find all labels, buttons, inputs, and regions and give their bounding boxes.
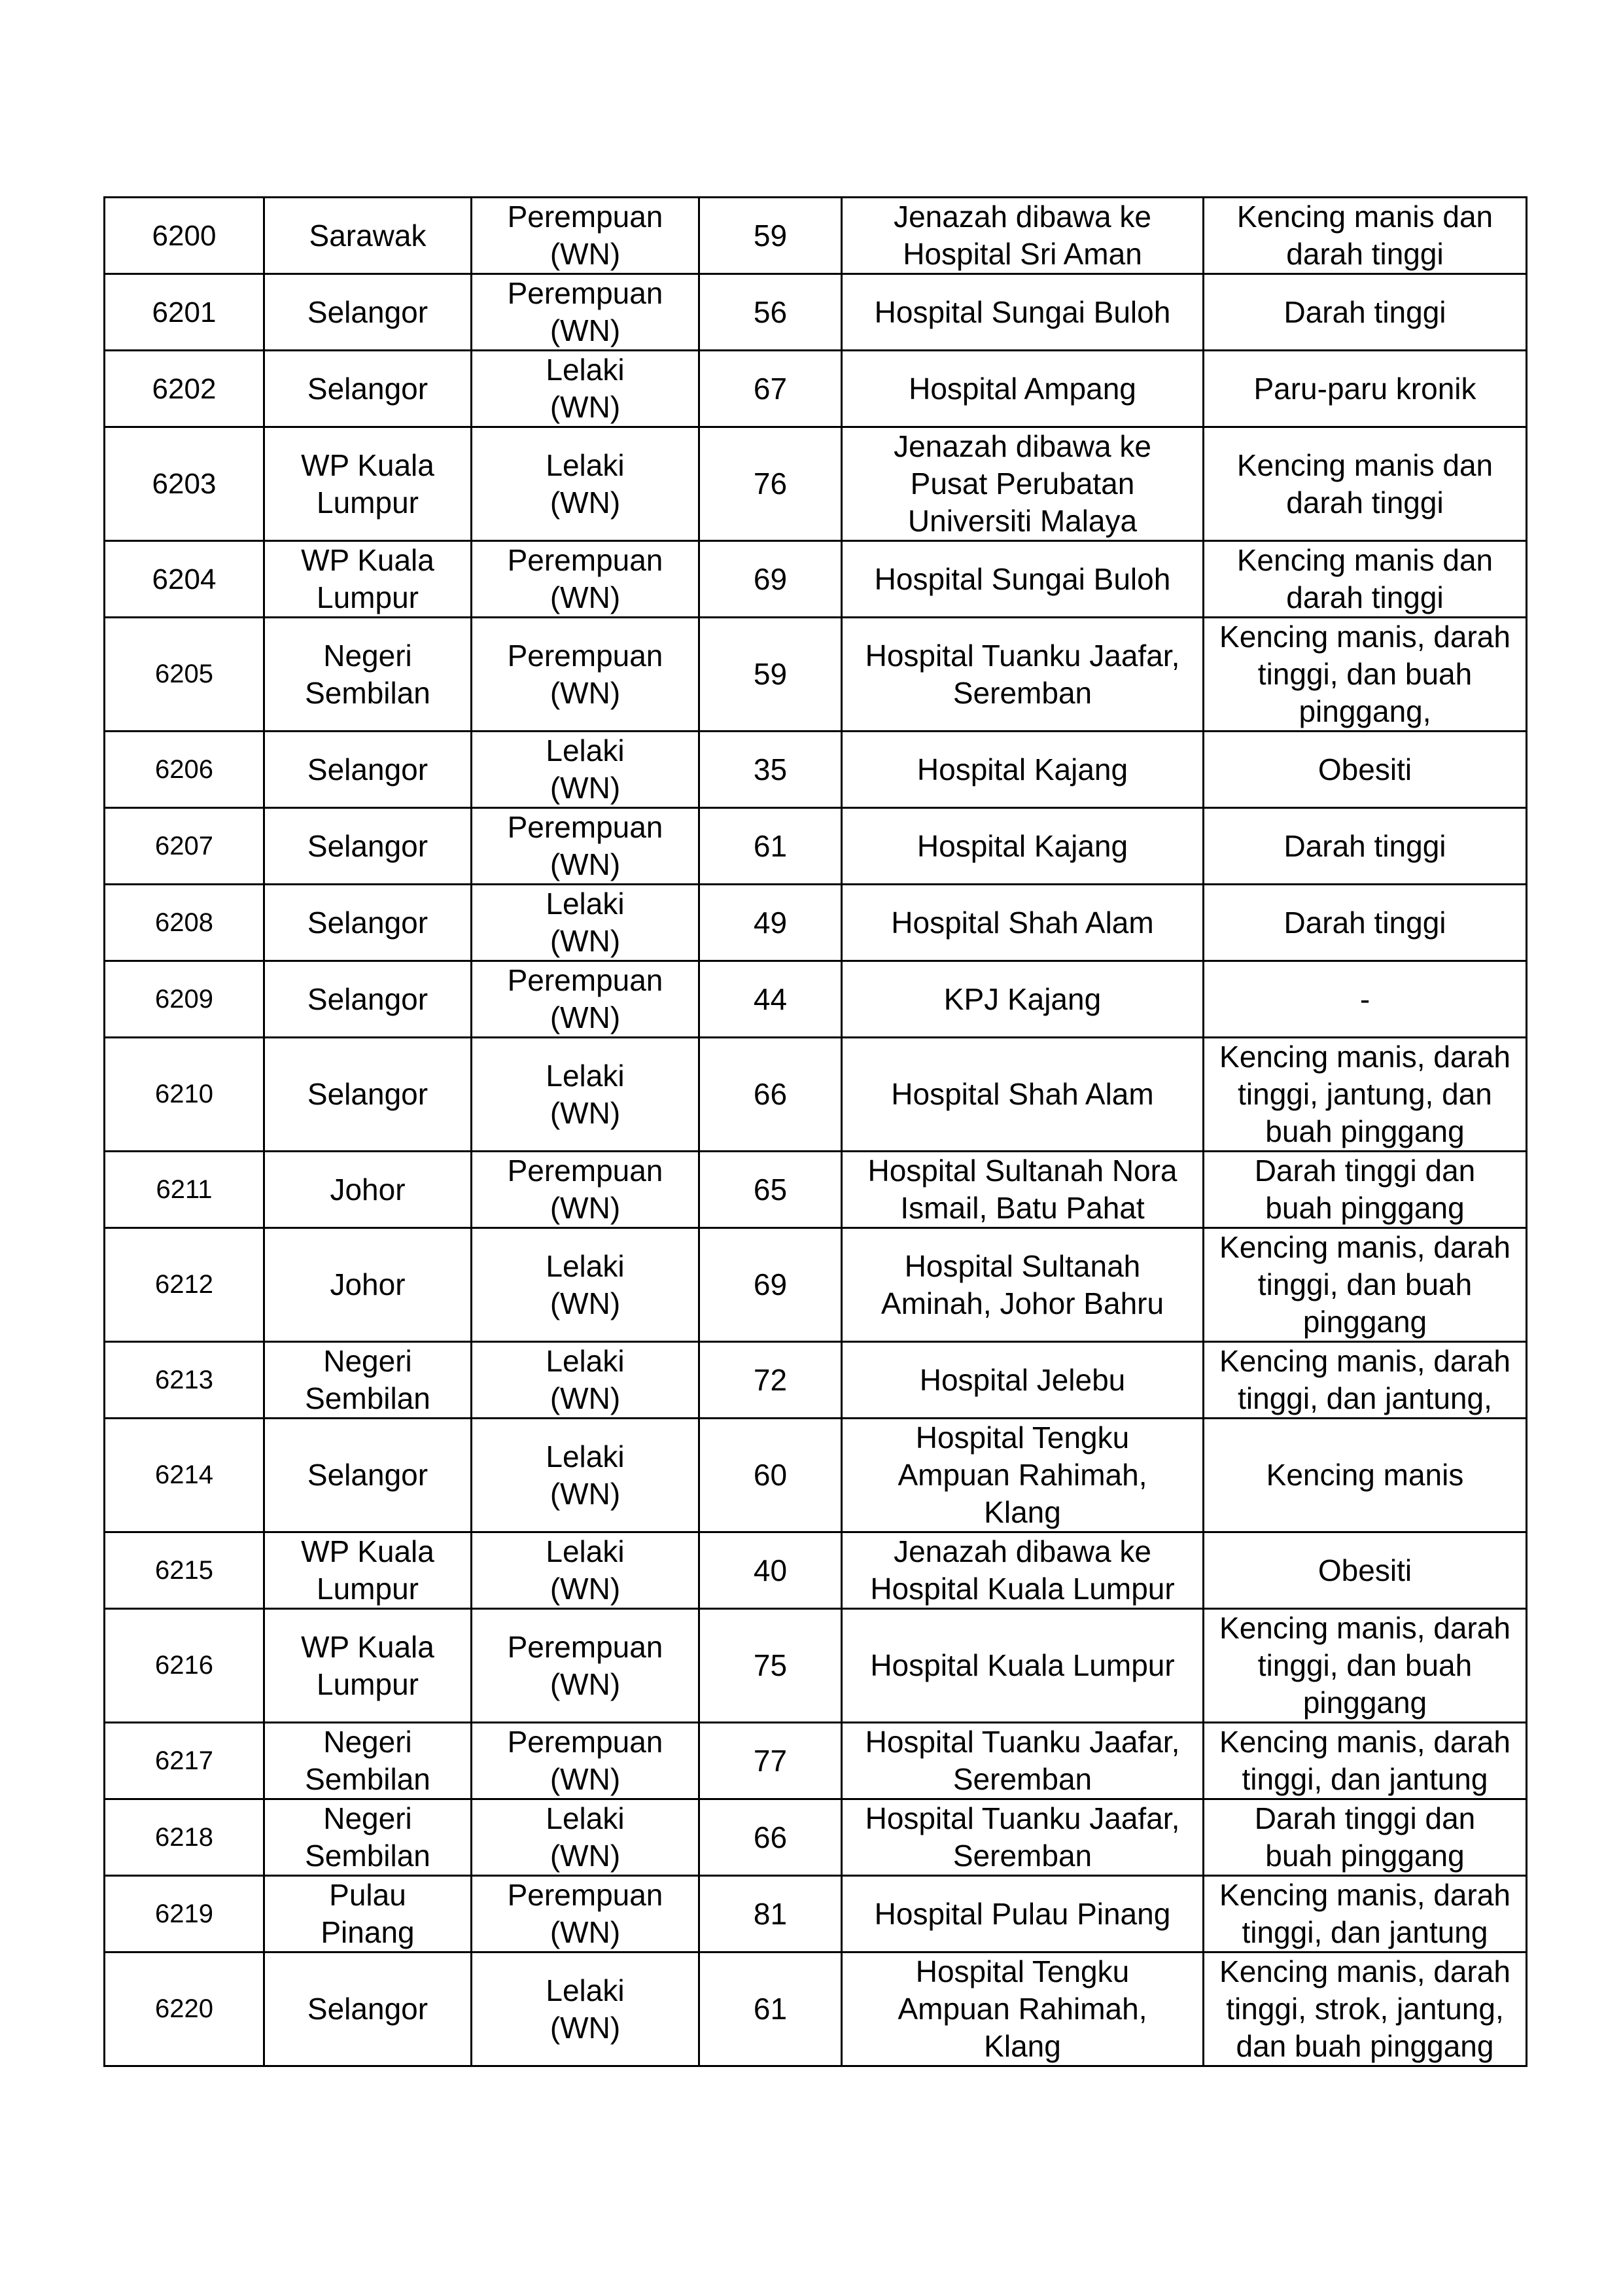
- cell-state: [264, 961, 472, 1038]
- cell-hospital-text: Hospital Kuala Lumpur: [870, 1648, 1175, 1682]
- cell-condition-text: Kencing manis, darah tinggi, strok, jantung, dan buah pinggang: [1219, 1954, 1510, 2063]
- cell-condition: [1204, 732, 1527, 808]
- cell-state-text: Selangor: [307, 905, 428, 940]
- cell-state: [264, 274, 472, 351]
- cell-condition: [1204, 1342, 1527, 1419]
- cell-hospital-text: Jenazah dibawa ke Pusat Perubatan Universiti Malaya: [894, 429, 1151, 538]
- cell-hospital-text: Hospital Tengku Ampuan Rahimah, Klang: [898, 1954, 1147, 2063]
- cell-gender-text: Lelaki (WN): [546, 1344, 625, 1415]
- cell-hospital: [842, 274, 1204, 351]
- cell-gender: [472, 198, 699, 274]
- cell-age: [699, 808, 842, 885]
- cell-age-text: 65: [753, 1172, 788, 1207]
- cell-age-text: 66: [753, 1077, 788, 1111]
- cell-no-text: 6203: [152, 468, 217, 500]
- cell-hospital: [842, 1038, 1204, 1152]
- cell-condition: [1204, 1952, 1527, 2066]
- cell-condition-text: Paru-paru kronik: [1253, 371, 1476, 406]
- table-row: [105, 1419, 1527, 1532]
- table-row: [105, 808, 1527, 885]
- table-row: [105, 885, 1527, 961]
- cell-gender-text: Perempuan (WN): [507, 1629, 663, 1701]
- cell-condition-text: Obesiti: [1318, 752, 1412, 786]
- cell-condition-text: Darah tinggi: [1283, 905, 1446, 940]
- cell-gender: [472, 1342, 699, 1419]
- cell-hospital-text: Hospital Shah Alam: [891, 905, 1154, 940]
- cell-no-text: 6204: [152, 563, 217, 595]
- cell-state: [264, 618, 472, 732]
- cell-state-text: Negeri Sembilan: [305, 1344, 430, 1415]
- cell-condition-text: Kencing manis, darah tinggi, dan jantung,: [1219, 1344, 1510, 1415]
- cell-state-text: Johor: [330, 1172, 406, 1207]
- table-row: [105, 1152, 1527, 1228]
- cell-hospital: [842, 1799, 1204, 1876]
- cell-condition: [1204, 1609, 1527, 1723]
- cell-gender-text: Lelaki (WN): [546, 448, 625, 520]
- cell-condition-text: Darah tinggi: [1283, 828, 1446, 863]
- cell-gender-text: Perempuan (WN): [507, 1154, 663, 1225]
- cell-hospital: [842, 1723, 1204, 1799]
- cell-condition: [1204, 1799, 1527, 1876]
- cell-age-text: 61: [753, 1992, 788, 2026]
- cell-condition-text: Darah tinggi: [1283, 294, 1446, 329]
- cell-condition: [1204, 1723, 1527, 1799]
- cell-no-text: 6201: [152, 296, 217, 328]
- cell-no: [105, 732, 264, 808]
- cell-condition: [1204, 1038, 1527, 1152]
- cell-no: [105, 274, 264, 351]
- cell-hospital-text: KPJ Kajang: [943, 981, 1102, 1016]
- cell-hospital: [842, 427, 1204, 541]
- cell-no-text: 6214: [155, 1460, 213, 1489]
- cell-condition-text: Kencing manis, darah tinggi, dan buah pinggang,: [1219, 620, 1510, 728]
- cell-state: [264, 198, 472, 274]
- cell-state-text: WP Kuala Lumpur: [301, 1534, 434, 1606]
- cell-no-text: 6209: [155, 984, 213, 1014]
- cell-gender-text: Lelaki (WN): [546, 733, 625, 805]
- cell-no-text: 6210: [155, 1080, 213, 1108]
- cell-no-text: 6219: [155, 1899, 213, 1928]
- cell-no: [105, 808, 264, 885]
- cell-no: [105, 1876, 264, 1952]
- cell-gender: [472, 1876, 699, 1952]
- cell-age: [699, 961, 842, 1038]
- cell-state-text: Selangor: [307, 1458, 428, 1492]
- table-row: [105, 1038, 1527, 1152]
- cell-gender-text: Lelaki (WN): [546, 1058, 625, 1130]
- cell-condition: [1204, 541, 1527, 618]
- cell-hospital: [842, 1419, 1204, 1532]
- cell-age: [699, 1723, 842, 1799]
- cell-gender-text: Perempuan (WN): [507, 1878, 663, 1949]
- death-cases-table-body: [105, 198, 1527, 2066]
- cell-hospital: [842, 541, 1204, 618]
- cell-hospital: [842, 618, 1204, 732]
- cell-no: [105, 541, 264, 618]
- cell-hospital: [842, 961, 1204, 1038]
- table-row: [105, 1876, 1527, 1952]
- cell-no: [105, 1532, 264, 1609]
- cell-hospital: [842, 1152, 1204, 1228]
- cell-no: [105, 1419, 264, 1532]
- cell-age-text: 67: [753, 371, 788, 406]
- cell-age-text: 40: [753, 1553, 788, 1587]
- cell-condition: [1204, 351, 1527, 427]
- cell-age-text: 77: [753, 1743, 788, 1778]
- cell-hospital: [842, 351, 1204, 427]
- table-row: [105, 1952, 1527, 2066]
- cell-condition-text: Darah tinggi dan buah pinggang: [1254, 1801, 1476, 1873]
- cell-hospital-text: Hospital Sultanah Aminah, Johor Bahru: [881, 1248, 1164, 1320]
- cell-age-text: 56: [753, 294, 788, 329]
- cell-state: [264, 1419, 472, 1532]
- cell-gender-text: Lelaki (WN): [546, 1439, 625, 1511]
- cell-gender-text: Perempuan (WN): [507, 276, 663, 347]
- cell-no: [105, 1609, 264, 1723]
- cell-age: [699, 351, 842, 427]
- table-row: [105, 541, 1527, 618]
- cell-state: [264, 1952, 472, 2066]
- cell-condition-text: Kencing manis dan darah tinggi: [1236, 200, 1493, 271]
- cell-no-text: 6216: [155, 1651, 213, 1680]
- cell-age: [699, 1609, 842, 1723]
- cell-age: [699, 427, 842, 541]
- cell-hospital: [842, 1876, 1204, 1952]
- cell-hospital: [842, 732, 1204, 808]
- cell-condition: [1204, 198, 1527, 274]
- cell-hospital-text: Hospital Sungai Buloh: [874, 561, 1171, 596]
- cell-no-text: 6207: [155, 831, 213, 860]
- cell-age: [699, 1342, 842, 1419]
- cell-hospital: [842, 198, 1204, 274]
- cell-condition: [1204, 427, 1527, 541]
- cell-state: [264, 351, 472, 427]
- cell-gender: [472, 351, 699, 427]
- cell-age: [699, 1038, 842, 1152]
- table-row: [105, 1723, 1527, 1799]
- cell-hospital-text: Hospital Tuanku Jaafar, Seremban: [865, 638, 1180, 710]
- cell-condition-text: Kencing manis, darah tinggi, dan jantung: [1219, 1878, 1510, 1949]
- cell-age-text: 69: [753, 561, 788, 596]
- cell-hospital-text: Hospital Pulau Pinang: [874, 1896, 1171, 1931]
- cell-condition: [1204, 618, 1527, 732]
- table-row: [105, 1342, 1527, 1419]
- cell-state-text: Selangor: [307, 1077, 428, 1111]
- cell-gender: [472, 1952, 699, 2066]
- cell-age-text: 60: [753, 1458, 788, 1492]
- cell-age-text: 76: [753, 467, 788, 501]
- cell-state: [264, 1228, 472, 1342]
- cell-no: [105, 351, 264, 427]
- table-row: [105, 1532, 1527, 1609]
- cell-hospital: [842, 1952, 1204, 2066]
- cell-state: [264, 1342, 472, 1419]
- cell-no: [105, 198, 264, 274]
- cell-condition: [1204, 1152, 1527, 1228]
- cell-condition-text: Kencing manis dan darah tinggi: [1236, 543, 1493, 614]
- table-row: [105, 427, 1527, 541]
- cell-gender-text: Lelaki (WN): [546, 1801, 625, 1873]
- cell-state: [264, 808, 472, 885]
- cell-state-text: Selangor: [307, 752, 428, 786]
- cell-condition: [1204, 961, 1527, 1038]
- cell-no: [105, 1723, 264, 1799]
- cell-no: [105, 1799, 264, 1876]
- table-row: [105, 618, 1527, 732]
- cell-state: [264, 732, 472, 808]
- cell-state-text: WP Kuala Lumpur: [301, 1629, 434, 1701]
- cell-hospital: [842, 808, 1204, 885]
- table-row: [105, 1228, 1527, 1342]
- cell-no-text: 6215: [155, 1555, 213, 1585]
- cell-gender-text: Lelaki (WN): [546, 1534, 625, 1606]
- cell-age-text: 49: [753, 905, 788, 940]
- cell-state: [264, 1609, 472, 1723]
- cell-gender-text: Lelaki (WN): [546, 1248, 625, 1320]
- cell-no-text: 6211: [156, 1174, 213, 1204]
- cell-condition: [1204, 1419, 1527, 1532]
- cell-hospital-text: Hospital Tuanku Jaafar, Seremban: [865, 1725, 1180, 1796]
- cell-condition-text: Kencing manis, darah tinggi, dan buah pinggang: [1219, 1230, 1510, 1339]
- cell-state: [264, 1876, 472, 1952]
- cell-age-text: 44: [753, 981, 788, 1016]
- cell-gender-text: Perempuan (WN): [507, 1725, 663, 1796]
- cell-state-text: Negeri Sembilan: [305, 1801, 430, 1873]
- cell-hospital-text: Hospital Tengku Ampuan Rahimah, Klang: [898, 1421, 1147, 1529]
- table-row: [105, 198, 1527, 274]
- cell-state-text: Selangor: [307, 981, 428, 1016]
- cell-gender-text: Lelaki (WN): [546, 353, 625, 424]
- cell-gender: [472, 1723, 699, 1799]
- cell-state: [264, 1723, 472, 1799]
- cell-gender-text: Perempuan (WN): [507, 543, 663, 614]
- cell-hospital-text: Hospital Sultanah Nora Ismail, Batu Pahat: [867, 1154, 1178, 1225]
- cell-gender-text: Perempuan (WN): [507, 638, 663, 710]
- cell-age: [699, 1876, 842, 1952]
- table-row: [105, 274, 1527, 351]
- cell-no: [105, 1228, 264, 1342]
- cell-hospital-text: Hospital Tuanku Jaafar, Seremban: [865, 1801, 1180, 1873]
- cell-age-text: 75: [753, 1648, 788, 1682]
- cell-state-text: Selangor: [307, 294, 428, 329]
- cell-hospital: [842, 1228, 1204, 1342]
- cell-state: [264, 885, 472, 961]
- cell-gender: [472, 1152, 699, 1228]
- table-row: [105, 961, 1527, 1038]
- cell-hospital-text: Hospital Sungai Buloh: [874, 294, 1171, 329]
- cell-state: [264, 1152, 472, 1228]
- cell-no-text: 6206: [155, 754, 213, 784]
- cell-age: [699, 1952, 842, 2066]
- cell-gender-text: Perempuan (WN): [507, 963, 663, 1034]
- cell-state-text: Selangor: [307, 371, 428, 406]
- cell-hospital-text: Hospital Ampang: [909, 371, 1136, 406]
- cell-condition: [1204, 274, 1527, 351]
- cell-age-text: 72: [753, 1362, 788, 1397]
- cell-gender: [472, 732, 699, 808]
- cell-no-text: 6202: [152, 372, 217, 405]
- cell-state-text: Sarawak: [309, 218, 427, 253]
- cell-no-text: 6205: [155, 660, 213, 688]
- cell-gender: [472, 1419, 699, 1532]
- cell-age: [699, 198, 842, 274]
- cell-gender-text: Perempuan (WN): [507, 200, 663, 271]
- cell-hospital-text: Hospital Jelebu: [919, 1362, 1126, 1397]
- cell-state: [264, 427, 472, 541]
- cell-hospital: [842, 1342, 1204, 1419]
- cell-hospital: [842, 885, 1204, 961]
- table-row: [105, 351, 1527, 427]
- cell-condition-text: Kencing manis, darah tinggi, jantung, dan buah pinggang: [1219, 1040, 1510, 1148]
- cell-no: [105, 1152, 264, 1228]
- cell-condition-text: Kencing manis, darah tinggi, dan jantung: [1219, 1725, 1510, 1796]
- cell-age: [699, 618, 842, 732]
- cell-age-text: 69: [753, 1267, 788, 1301]
- cell-no: [105, 618, 264, 732]
- cell-age: [699, 1228, 842, 1342]
- cell-condition-text: Kencing manis: [1266, 1458, 1464, 1492]
- cell-gender-text: Lelaki (WN): [546, 887, 625, 958]
- cell-gender: [472, 808, 699, 885]
- cell-state-text: Selangor: [307, 1992, 428, 2026]
- cell-gender: [472, 618, 699, 732]
- cell-state-text: Negeri Sembilan: [305, 1725, 430, 1796]
- cell-gender-text: Perempuan (WN): [507, 810, 663, 881]
- cell-no: [105, 427, 264, 541]
- cell-no: [105, 1038, 264, 1152]
- cell-age: [699, 541, 842, 618]
- cell-condition-text: Kencing manis dan darah tinggi: [1236, 448, 1493, 520]
- cell-condition-text: Darah tinggi dan buah pinggang: [1254, 1154, 1476, 1225]
- cell-no-text: 6217: [155, 1746, 213, 1775]
- cell-condition: [1204, 1228, 1527, 1342]
- cell-state-text: Pulau Pinang: [321, 1878, 415, 1949]
- table-row: [105, 1799, 1527, 1876]
- cell-hospital-text: Hospital Kajang: [916, 828, 1128, 863]
- cell-age: [699, 1532, 842, 1609]
- death-cases-table: [103, 196, 1527, 2067]
- cell-condition-text: -: [1359, 981, 1370, 1016]
- cell-gender-text: Lelaki (WN): [546, 1973, 625, 2045]
- cell-gender: [472, 1532, 699, 1609]
- cell-state: [264, 1532, 472, 1609]
- cell-age-text: 35: [753, 752, 788, 786]
- cell-state-text: WP Kuala Lumpur: [301, 543, 434, 614]
- cell-age-text: 66: [753, 1820, 788, 1854]
- cell-no: [105, 885, 264, 961]
- cell-gender: [472, 541, 699, 618]
- cell-no-text: 6213: [155, 1365, 213, 1394]
- cell-condition: [1204, 808, 1527, 885]
- cell-age: [699, 885, 842, 961]
- cell-hospital-text: Hospital Shah Alam: [891, 1077, 1154, 1111]
- cell-gender: [472, 274, 699, 351]
- cell-hospital-text: Jenazah dibawa ke Hospital Kuala Lumpur: [870, 1534, 1175, 1606]
- cell-state-text: Selangor: [307, 828, 428, 863]
- cell-no: [105, 1342, 264, 1419]
- cell-hospital-text: Hospital Kajang: [916, 752, 1128, 786]
- cell-hospital-text: Jenazah dibawa ke Hospital Sri Aman: [894, 200, 1151, 271]
- cell-hospital: [842, 1532, 1204, 1609]
- cell-state-text: Negeri Sembilan: [305, 638, 430, 710]
- cell-no-text: 6220: [155, 1994, 213, 2023]
- cell-state: [264, 1799, 472, 1876]
- table-row: [105, 1609, 1527, 1723]
- cell-condition: [1204, 1532, 1527, 1609]
- cell-gender: [472, 1799, 699, 1876]
- cell-gender: [472, 1038, 699, 1152]
- cell-age-text: 59: [753, 657, 788, 691]
- cell-condition-text: Kencing manis, darah tinggi, dan buah pinggang: [1219, 1611, 1510, 1720]
- cell-gender: [472, 885, 699, 961]
- cell-state: [264, 1038, 472, 1152]
- cell-age-text: 61: [753, 828, 788, 863]
- cell-gender: [472, 1228, 699, 1342]
- cell-age: [699, 732, 842, 808]
- cell-no-text: 6200: [152, 219, 217, 252]
- cell-gender: [472, 427, 699, 541]
- cell-condition: [1204, 885, 1527, 961]
- cell-age: [699, 1799, 842, 1876]
- cell-hospital: [842, 1609, 1204, 1723]
- cell-age: [699, 274, 842, 351]
- cell-gender: [472, 1609, 699, 1723]
- cell-condition: [1204, 1876, 1527, 1952]
- cell-age: [699, 1419, 842, 1532]
- cell-no-text: 6212: [155, 1270, 213, 1299]
- cell-state-text: WP Kuala Lumpur: [301, 448, 434, 520]
- cell-age-text: 59: [753, 218, 788, 253]
- cell-state: [264, 541, 472, 618]
- cell-condition-text: Obesiti: [1318, 1553, 1412, 1587]
- cell-age: [699, 1152, 842, 1228]
- cell-no-text: 6218: [155, 1822, 213, 1852]
- cell-state-text: Johor: [330, 1267, 406, 1301]
- cell-age-text: 81: [753, 1896, 788, 1931]
- table-row: [105, 732, 1527, 808]
- cell-no: [105, 961, 264, 1038]
- cell-gender: [472, 961, 699, 1038]
- cell-no: [105, 1952, 264, 2066]
- cell-no-text: 6208: [155, 908, 213, 937]
